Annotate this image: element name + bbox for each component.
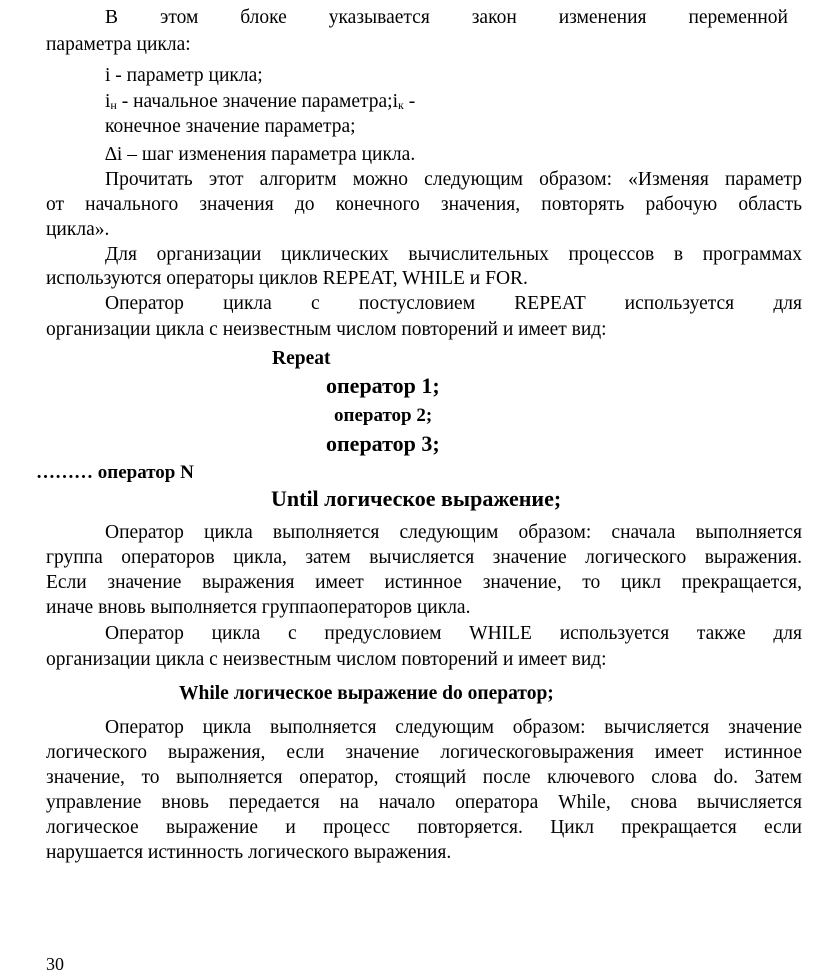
ik-subscript: к <box>397 98 404 112</box>
paragraph-1-line-1: В этом блоке указывается закон изменения переменной <box>105 7 788 28</box>
paragraph-7-line-5: логическое выражение и процесс повторяется. Цикл прекращается если <box>46 817 802 838</box>
def-delta: ∆i – шаг изменения параметра цикла. <box>105 144 416 165</box>
code-repeat: Repeat <box>272 348 331 369</box>
code-operator-3: оператор 3; <box>326 431 440 456</box>
code-while: While логическое выражение do оператор; <box>179 683 554 704</box>
paragraph-4-line-2: организации цикла с неизвестным числом повторений и имеет вид: <box>46 319 607 340</box>
paragraph-6-line-2: организации цикла с неизвестным числом повторений и имеет вид: <box>46 649 607 670</box>
paragraph-6-line-1: Оператор цикла с предусловием WHILE используется также для <box>105 623 802 644</box>
code-until: Until логическое выражение; <box>271 486 562 511</box>
code-operator-1: оператор 1; <box>326 373 440 398</box>
paragraph-2-line-3: цикла». <box>46 219 110 240</box>
paragraph-7-line-3: значение, то выполняется оператор, стоящий после ключевого слова do. Затем <box>46 767 802 788</box>
paragraph-5-line-3: Если значение выражения имеет истинное значение, то цикл прекращается, <box>46 572 802 593</box>
paragraph-3-line-1: Для организации циклических вычислительных процессов в программах <box>105 244 802 265</box>
paragraph-4-line-1: Оператор цикла с постусловием REPEAT используется для <box>105 293 802 314</box>
code-operator-n: ……… оператор N <box>36 462 194 483</box>
paragraph-1-line-2: параметра цикла: <box>46 34 191 55</box>
def-in-ik <box>105 90 415 114</box>
paragraph-7-line-1: Оператор цикла выполняется следующим образом: вычисляется значение <box>105 717 802 738</box>
def-i: i - параметр цикла; <box>105 65 263 86</box>
code-operator-2: оператор 2; <box>334 405 433 426</box>
paragraph-5-line-2: группа операторов цикла, затем вычисляется значение логического выражения. <box>46 547 802 568</box>
ik-symbol: i <box>392 91 398 112</box>
in-subscript: н <box>110 98 117 112</box>
paragraph-7-line-6: нарушается истинность логического выражения. <box>46 842 452 863</box>
def-ik-line-2: конечное значение параметра; <box>105 116 356 137</box>
paragraph-5-line-4: иначе вновь выполняется группаоператоров цикла. <box>46 597 471 618</box>
paragraph-5-line-1: Оператор цикла выполняется следующим образом: сначала выполняется <box>105 522 802 543</box>
page-number: 30 <box>46 954 64 974</box>
paragraph-2-line-1: Прочитать этот алгоритм можно следующим образом: «Изменяя параметр <box>105 169 802 190</box>
in-text: - начальное значение параметра; <box>116 91 393 112</box>
paragraph-7-line-4: управление вновь передается на начало оператора While, снова вычисляется <box>46 792 802 813</box>
paragraph-2-line-2: от начального значения до конечного значения, повторять рабочую область <box>46 194 802 215</box>
ik-text: - <box>403 91 416 112</box>
paragraph-3-line-2: используются операторы циклов REPEAT, WHILE и FOR. <box>46 268 528 289</box>
in-symbol: i <box>105 91 111 112</box>
paragraph-7-line-2: логического выражения, если значение логическоговыражения имеет истинное <box>46 742 802 763</box>
